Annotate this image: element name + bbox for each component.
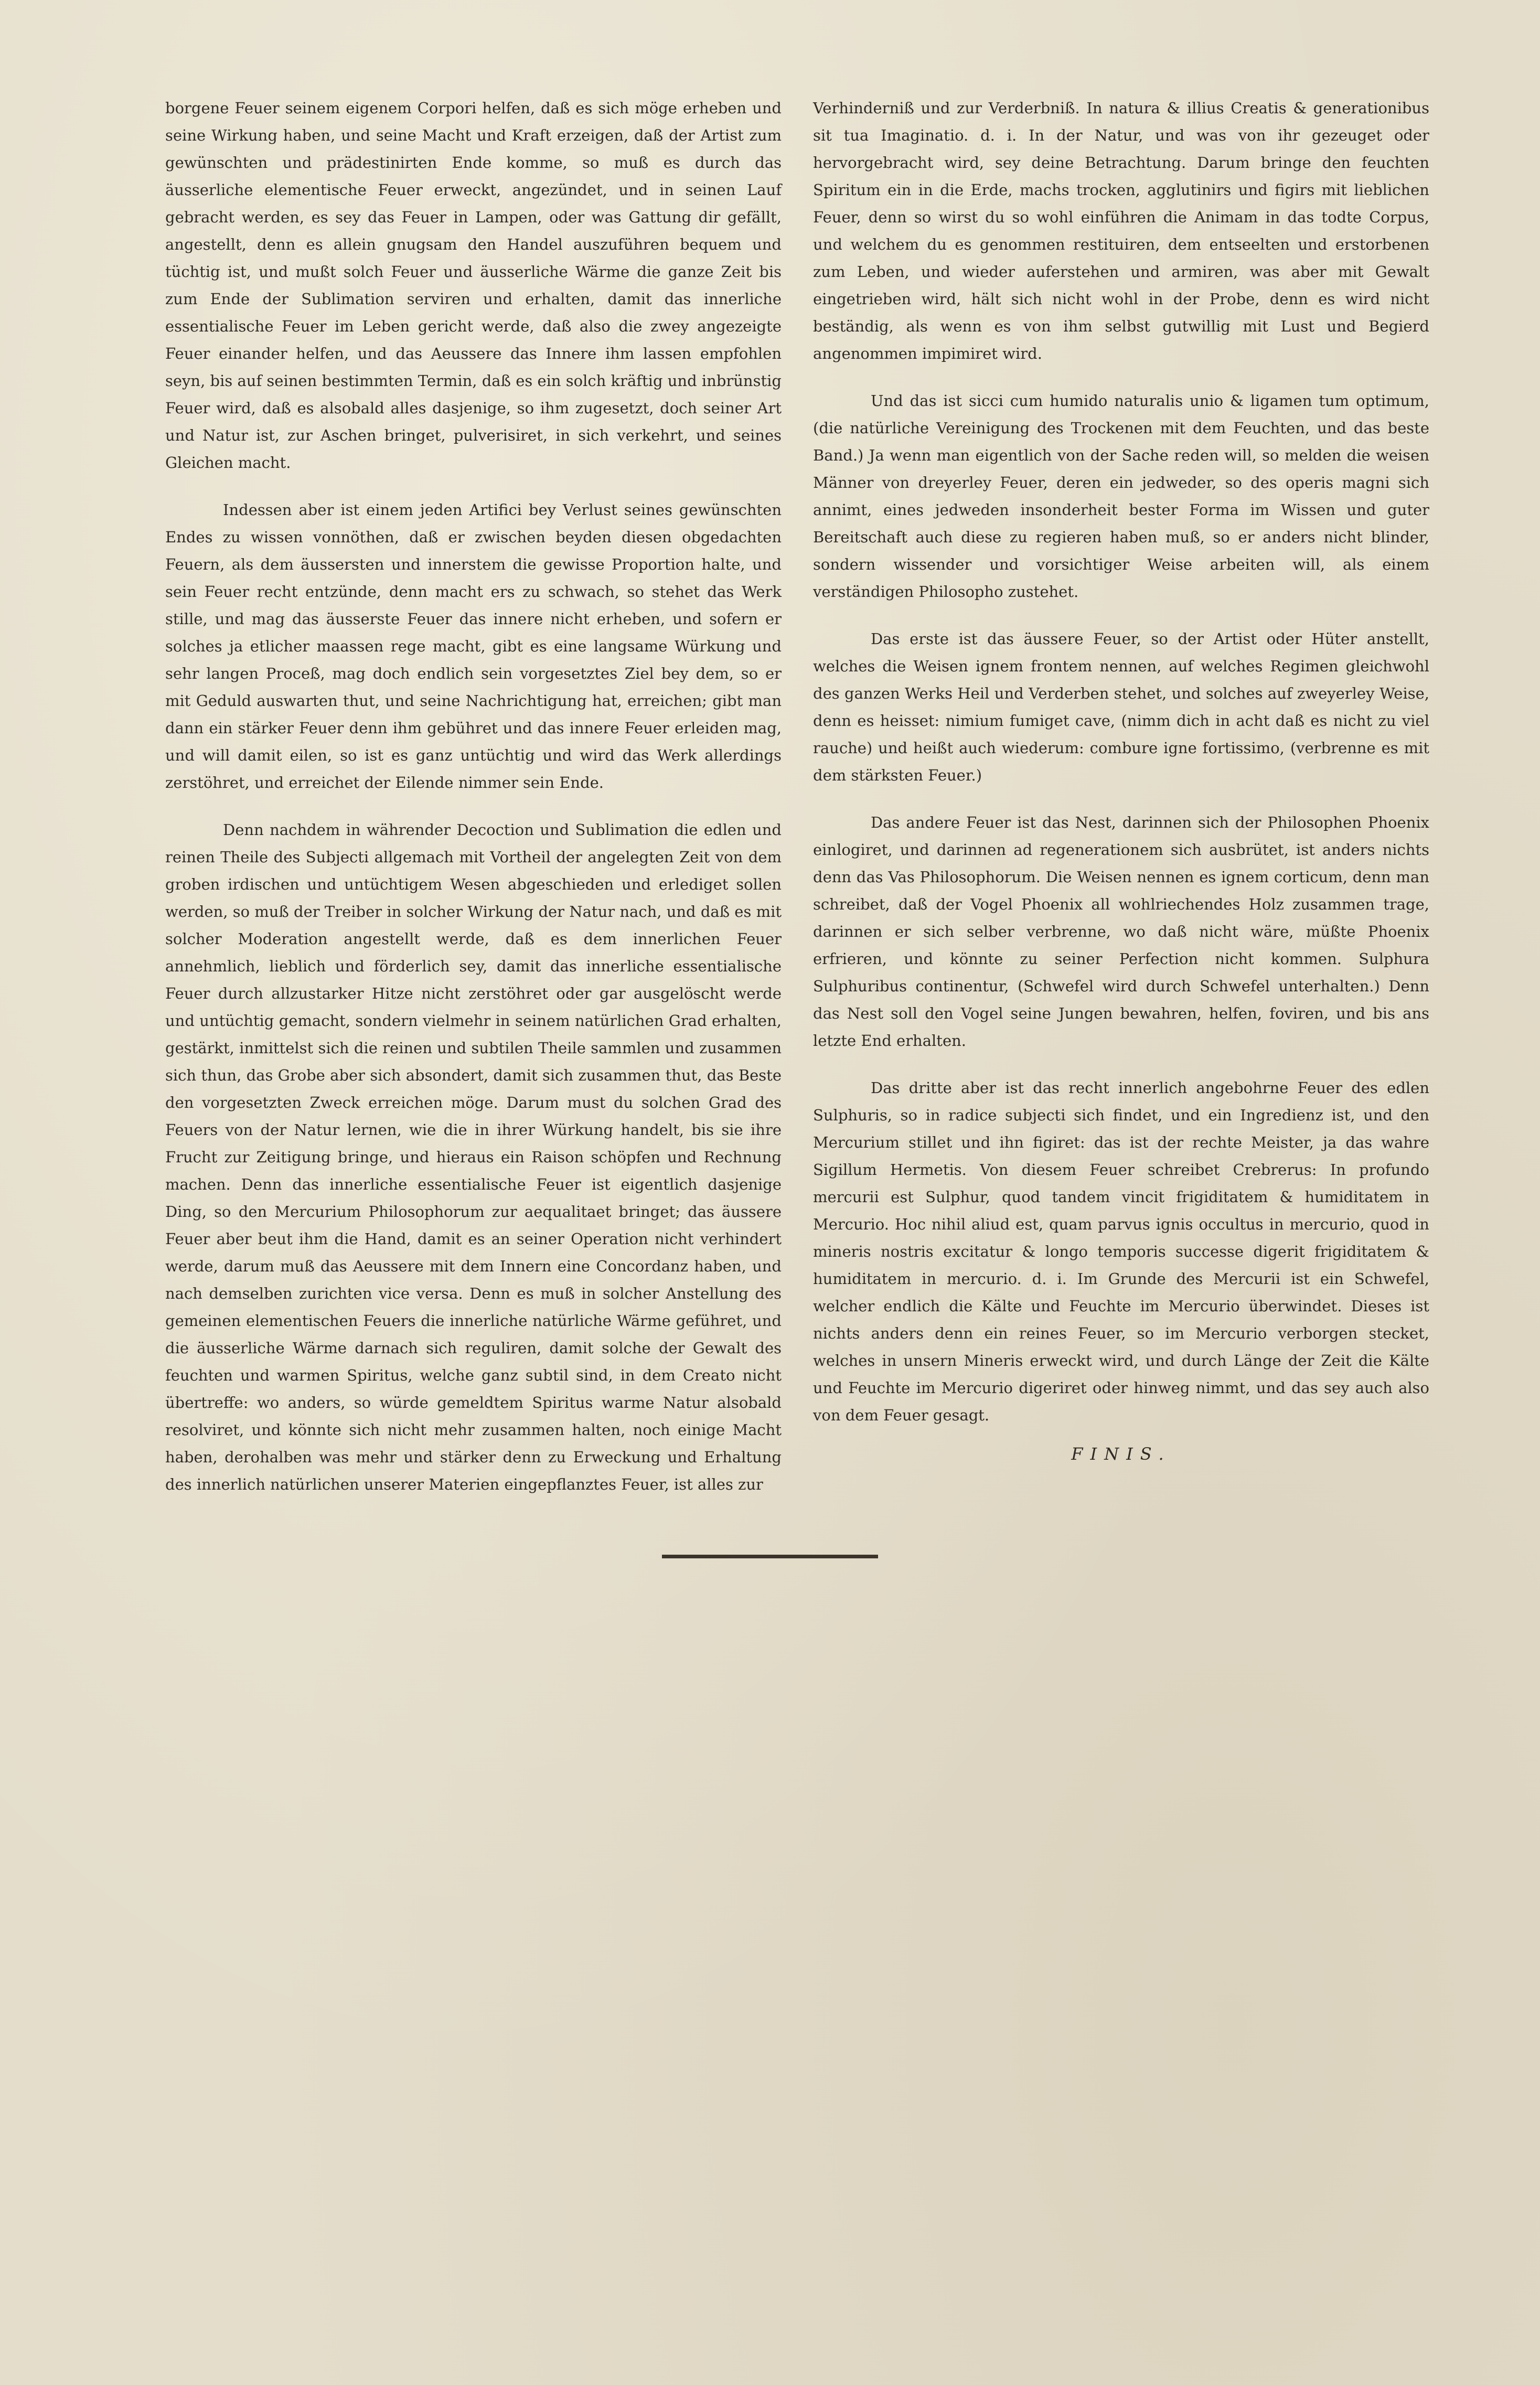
right-column [813,94,1429,1468]
left-paragraph-3: Denn nachdem in währender Decoction und Sublimation die edlen und reinen Theile des Subjecti allgemach mit Vortheil der angelegten Zeit von dem groben irdischen und untüchtigem Wesen abgeschieden und erlediget sollen werden, so muß der Treiber in solcher Wirkung der Natur nach, und daß es mit solcher Moderation angestellt werde, daß es dem innerlichen Feuer annehmlich, lieblich und förderlich sey, damit das innerliche essentialische Feuer durch allzustarker Hitze nicht zerstöhret oder gar ausgelöscht werde und untüchtig gemacht, sondern vielmehr in seinem natürlichen Grad erhalten, gestärkt, inmittelst sich die reinen und subtilen Theile sammlen und zusammen sich thun, das Grobe aber sich absondert, damit sich zusammen thut, das Beste den vorgesetzten Zweck erreichen möge. Darum must du solchen Grad des Feuers von der Natur lernen, wie die in ihrer Würkung handelt, bis sie ihre Frucht zur Zeitigung bringe, und hieraus ein Raison schöpfen und Rechnung machen. Denn das innerliche essentialische Feuer ist eigentlich dasjenige Ding, so den Mercurium Philosophorum zur aequalitaet bringet; das äussere Feuer aber beut ihm die Hand, damit es an seiner Operation nicht verhindert werde, darum muß das Aeussere mit dem Innern eine Concordanz haben, und nach demselben zurichten vice versa. Denn es muß in solcher Anstellung des gemeinen elementischen Feuers die innerliche natürliche Wärme geführet, und die äusserliche Wärme darnach sich reguliren, damit solche der Gewalt des feuchten und warmen Spiritus, welche ganz subtil sind, in dem Creato nicht übertreffe: wo anders, so würde gemeldtem Spiritus warme Natur alsobald resolviret, und könnte sich nicht mehr zusammen halten, noch einige Macht haben, derohalben was mehr und stärker denn zu Erweckung und Erhaltung des innerlich natürlichen unserer Materien eingepflanztes Feuer, ist alles zur [165,821,782,1493]
left-paragraph-1: borgene Feuer seinem eigenem Corpori helfen, daß es sich möge erheben und seine Wirkung haben, und seine Macht und Kraft erzeigen, daß der Artist zum gewünschten und prädestinirten Ende komme, so muß es durch das äusserliche elementische Feuer erweckt, angezündet, und in seinen Lauf gebracht werden, es sey das Feuer in Lampen, oder was Gattung dir gefällt, angestellt, denn es allein gnugsam den Handel auszuführen bequem und tüchtig ist, und mußt solch Feuer und äusserliche Wärme die ganze Zeit bis zum Ende der Sublimation serviren und erhalten, damit das innerliche essentialische Feuer im Leben gericht werde, daß also die zwey angezeigte Feuer einander helfen, und das Aeussere das Innere ihm lassen empfohlen seyn, bis auf seinen bestimmten Termin, daß es ein solch kräftig und inbrünstig Feuer wird, daß es alsobald alles dasjenige, so ihm zugesetzt, doch seiner Art und Natur ist, zur Aschen bringet, pulverisiret, in sich verkehrt, und seines Gleichen macht. [165,99,782,472]
right-paragraph-3: Das erste ist das äussere Feuer, so der Artist oder Hüter anstellt, welches die Weisen ignem frontem nennen, auf welches Regimen gleichwohl des ganzen Werks Heil und Verderben stehet, und solches auf zweyerley Weise, denn es heisset: nimium fumiget cave, (nimm dich in acht daß es nicht zu viel rauche) und heißt auch wiederum: combure igne fortissimo, (verbrenne es mit dem stärksten Feuer.) [813,630,1429,784]
left-paragraph-2: Indessen aber ist einem jeden Artifici bey Verlust seines gewünschten Endes zu wissen vonnöthen, daß er zwischen beyden diesen obgedachten Feuern, als dem äussersten und innerstem die gewisse Proportion halte, und sein Feuer recht entzünde, denn macht ers zu schwach, so stehet das Werk stille, und mag das äusserste Feuer das innere nicht erheben, und sofern er solches ja etlicher maassen rege macht, gibt es eine langsame Würkung und sehr langen Proceß, mag doch endlich sein vorgesetztes Ziel bey dem, so er mit Geduld auswarten thut, und seine Nachrichtigung hat, erreichen; gibt man dann ein stärker Feuer denn ihm gebühret und das innere Feuer erleiden mag, und will damit eilen, so ist es ganz untüchtig und wird das Werk allerdings zerstöhret, und erreichet der Eilende nimmer sein Ende. [165,501,782,792]
right-paragraph-5: Das dritte aber ist das recht innerlich angebohrne Feuer des edlen Sulphuris, so in radice subjecti sich findet, und ein Ingredienz ist, und den Mercurium stillet und ihn figiret: das ist der rechte Meister, ja das wahre Sigillum Hermetis. Von diesem Feuer schreibet Crebrerus: In profundo mercurii est Sulphur, quod tandem vincit frigiditatem & humiditatem in Mercurio. Hoc nihil aliud est, quam parvus ignis occultus in mercurio, quod in mineris nostris excitatur & longo temporis successe digerit frigiditatem & humiditatem in mercurio. d. i. Im Grunde des Mercurii ist ein Schwefel, welcher endlich die Kälte und Feuchte im Mercurio überwindet. Dieses ist nichts anders denn ein reines Feuer, so im Mercurio verborgen stecket, welches in unsern Mineris erweckt wird, und durch Länge der Zeit die Kälte und Feuchte im Mercurio digeriret oder hinweg nimmt, und das sey auch also von dem Feuer gesagt. [813,1079,1429,1424]
right-paragraph-4: Das andere Feuer ist das Nest, darinnen sich der Philosophen Phoenix einlogiret, und darinnen ad regenerationem sich ausbrütet, ist anders nichts denn das Vas Philosophorum. Die Weisen nennen es ignem corticum, denn man schreibet, daß der Vogel Phoenix all wohlriechendes Holz zusammen trage, darinnen er sich selber verbrenne, wo daß nicht wäre, müßte Phoenix erfrieren, und könnte zu seiner Perfection nicht kommen. Sulphura Sulphuribus continentur, (Schwefel wird durch Schwefel unterhalten.) Denn das Nest soll den Vogel seine Jungen bewahren, helfen, foviren, und bis ans letzte End erhalten. [813,814,1429,1050]
closing-rule [662,1555,878,1558]
right-paragraph-2: Und das ist sicci cum humido naturalis unio & ligamen tum optimum, (die natürliche Vereinigung des Trockenen mit dem Feuchten, und das beste Band.) Ja wenn man eigentlich von der Sache reden will, so melden die weisen Männer von dreyerley Feuer, deren ein jedweder, so des operis magni sich annimt, eines jedweden insonderheit bester Forma im Wissen und guter Bereitschaft auch diese zu regieren haben muß, so er anders nicht blinder, sondern wissender und vorsichtiger Weise arbeiten will, als einem verständigen Philosopho zustehet. [813,392,1429,601]
left-column [165,94,782,1518]
finis-label: FINIS. [1071,1444,1171,1464]
right-paragraph-1: Verhinderniß und zur Verderbniß. In natura & illius Creatis & generationibus sit tua Imaginatio. d. i. In der Natur, und was von ihr gezeuget oder hervorgebracht wird, sey deine Betrachtung. Darum bringe den feuchten Spiritum ein in die Erde, machs trocken, agglutinirs und figirs mit lieblichen Feuer, denn so wirst du so wohl einführen die Animam in das todte Corpus, und welchem du es genommen restituiren, dem entseelten und erstorbenen zum Leben, und wieder auferstehen und armiren, was aber mit Gewalt eingetrieben wird, hält sich nicht wohl in der Probe, denn es wird nicht beständig, als wenn es von ihm selbst gutwillig mit Lust und Begierd angenommen impimiret wird. [813,99,1429,362]
